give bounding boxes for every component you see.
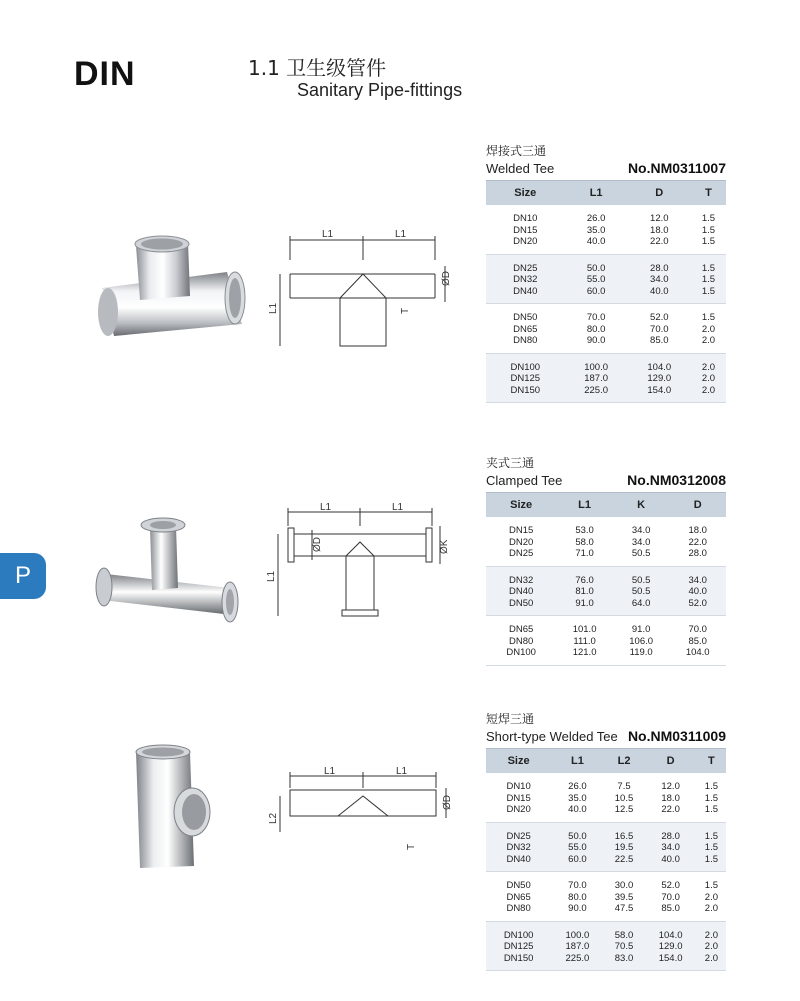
table-cell: 34.0 — [644, 842, 696, 854]
table-cell: DN20 — [486, 804, 551, 822]
table-cell: 70.0 — [688, 624, 707, 635]
short-welded-tee-drawing — [268, 766, 458, 856]
table-row — [486, 921, 726, 941]
table-cell: 12.5 — [604, 804, 645, 822]
short-welded-tee-l1-right: L1 — [396, 766, 408, 777]
table-cell: 1.5 — [697, 804, 726, 822]
table-cell: 2.0 — [697, 903, 726, 921]
table-cell: 28.0 — [669, 548, 726, 566]
short-welded-tee-dia: ØD — [442, 795, 453, 810]
spec-short-welded-tee — [486, 710, 726, 971]
table-cell: 121.0 — [556, 647, 613, 665]
table-cell: 53.0 — [575, 525, 594, 536]
table-cell: 35.0 — [586, 224, 606, 236]
table-cell: 1.5 — [697, 822, 726, 842]
table-cell: 16.5 — [604, 822, 645, 842]
table-cell: 83.0 — [604, 953, 645, 971]
table-cell: 154.0 — [644, 953, 696, 971]
table-row — [486, 892, 726, 904]
table-cell: 64.0 — [613, 598, 670, 616]
product-name-cn: 夹式三通 — [486, 456, 535, 470]
table-header-row — [486, 493, 726, 518]
table-cell: 2.0 — [691, 385, 726, 403]
table-row — [486, 773, 726, 793]
table-cell: 34.0 — [631, 536, 651, 548]
table-cell: DN100 — [486, 921, 551, 941]
table-cell: 70.0 — [661, 891, 680, 903]
brand-title: DIN — [74, 55, 136, 93]
table-cell: 18.0 — [661, 792, 680, 804]
spec-table — [486, 748, 726, 971]
table-cell: 28.0 — [644, 822, 696, 842]
product-name-en: Clamped Tee — [486, 473, 563, 488]
section-title-en: Sanitary Pipe-fittings — [297, 80, 463, 100]
table-cell: DN15 — [513, 224, 538, 236]
table-cell: DN32 — [486, 274, 565, 286]
column-header: Size — [486, 493, 556, 518]
table-cell: 52.0 — [669, 598, 726, 616]
table-cell: DN25 — [486, 548, 556, 566]
table-cell: 1.5 — [691, 254, 726, 274]
table-row — [486, 854, 726, 872]
welded-tee-dia: ØD — [441, 271, 452, 286]
table-cell: 40.0 — [644, 854, 696, 872]
spec-clamped-tee — [486, 454, 726, 666]
table-cell: 30.0 — [614, 880, 634, 891]
welded-tee-drawing — [270, 226, 460, 356]
table-row — [486, 236, 726, 254]
product-model-no: No.NM0311009 — [627, 728, 726, 744]
table-row — [486, 353, 726, 373]
table-cell: 2.0 — [697, 921, 726, 941]
section-tab-p[interactable] — [0, 553, 46, 599]
clamped-tee-dia: ØD — [312, 537, 323, 552]
table-cell: DN80 — [509, 635, 534, 647]
table-row — [486, 586, 726, 598]
table-cell: 22.5 — [604, 854, 645, 872]
table-cell: 1.5 — [704, 781, 719, 792]
table-cell: DN20 — [486, 236, 565, 254]
table-row — [486, 225, 726, 237]
table-row — [486, 537, 726, 549]
table-cell: 1.5 — [701, 224, 716, 236]
table-cell: 90.0 — [551, 903, 603, 921]
table-cell: 1.5 — [691, 236, 726, 254]
spec-table — [486, 180, 726, 403]
table-cell: 18.0 — [650, 224, 669, 236]
table-cell: 70.0 — [568, 880, 587, 891]
table-cell: 34.0 — [628, 274, 691, 286]
table-cell: 154.0 — [628, 385, 691, 403]
table-cell: 104.0 — [669, 647, 726, 665]
table-cell: DN50 — [513, 312, 538, 323]
table-cell: 100.0 — [551, 921, 603, 941]
table-cell: DN50 — [486, 598, 556, 616]
table-cell: 91.0 — [556, 598, 613, 616]
table-cell: 35.0 — [568, 792, 587, 804]
table-cell: 2.0 — [697, 953, 726, 971]
table-row — [486, 385, 726, 403]
table-row — [486, 804, 726, 822]
column-header: T — [691, 181, 726, 206]
table-row — [486, 254, 726, 274]
table-row — [486, 286, 726, 304]
welded-tee-thk: T — [400, 307, 411, 314]
table-cell: 50.5 — [613, 548, 670, 566]
table-cell: 50.0 — [565, 254, 628, 274]
welded-tee-l1-right: L1 — [395, 229, 407, 240]
table-row — [486, 953, 726, 971]
table-cell: 76.0 — [556, 566, 613, 586]
table-cell: 71.0 — [556, 548, 613, 566]
table-row — [486, 274, 726, 286]
table-cell: DN32 — [486, 566, 556, 586]
table-cell: 39.5 — [614, 891, 634, 903]
table-cell: 1.5 — [704, 792, 719, 804]
table-cell: 28.0 — [628, 254, 691, 274]
column-header: T — [697, 749, 726, 774]
table-cell: 7.5 — [617, 781, 631, 792]
table-cell: DN125 — [486, 941, 551, 953]
table-cell: 70.0 — [650, 323, 669, 335]
table-cell: 104.0 — [628, 353, 691, 373]
clamped-tee-k: ØK — [439, 539, 450, 554]
table-cell: 111.0 — [573, 635, 596, 647]
table-cell: DN10 — [506, 781, 531, 792]
table-cell: DN125 — [486, 373, 565, 385]
table-row — [486, 548, 726, 566]
table-cell: DN150 — [486, 953, 551, 971]
column-header: Size — [486, 181, 565, 206]
column-header: L1 — [565, 181, 628, 206]
welded-tee-height: L1 — [268, 302, 279, 314]
table-cell: DN80 — [486, 903, 551, 921]
table-cell: 10.5 — [614, 792, 634, 804]
table-cell: 1.5 — [704, 880, 719, 891]
table-cell: 40.0 — [551, 804, 603, 822]
table-cell: DN15 — [506, 792, 531, 804]
table-cell: 26.0 — [568, 781, 587, 792]
table-cell: 101.0 — [572, 624, 597, 635]
table-cell: 1.5 — [697, 854, 726, 872]
table-cell: 80.0 — [568, 891, 587, 903]
table-row — [486, 205, 726, 225]
table-cell: 225.0 — [551, 953, 603, 971]
table-cell: 2.0 — [697, 941, 726, 953]
clamped-tee-height: L1 — [266, 570, 277, 582]
table-cell: 1.5 — [691, 286, 726, 304]
table-cell: DN32 — [486, 842, 551, 854]
table-cell: 100.0 — [565, 353, 628, 373]
table-row — [486, 373, 726, 385]
table-cell: 58.0 — [575, 536, 594, 548]
table-cell: 106.0 — [629, 635, 654, 647]
table-row — [486, 636, 726, 648]
table-cell: 1.5 — [701, 213, 716, 224]
table-cell: 1.5 — [701, 312, 716, 323]
table-cell: 187.0 — [565, 373, 628, 385]
section-tab-label: P — [14, 562, 31, 589]
table-cell: 2.0 — [691, 335, 726, 353]
column-header: K — [613, 493, 670, 518]
table-cell: 40.0 — [669, 586, 726, 598]
table-cell: DN100 — [486, 353, 565, 373]
table-cell: 1.5 — [691, 274, 726, 286]
welded-tee-l1-left: L1 — [322, 229, 334, 240]
table-cell: DN65 — [509, 624, 534, 635]
table-cell: 85.0 — [688, 635, 707, 647]
table-cell: 55.0 — [551, 842, 603, 854]
product-model-no: No.NM0312008 — [627, 472, 726, 488]
column-header: D — [644, 749, 696, 774]
table-cell: 34.0 — [631, 525, 651, 536]
table-cell: 12.0 — [650, 213, 669, 224]
short-welded-tee-l2: L2 — [268, 812, 279, 824]
table-cell: DN40 — [486, 286, 565, 304]
table-row — [486, 842, 726, 854]
column-header: L1 — [556, 493, 613, 518]
product-model-no: No.NM0311007 — [627, 160, 726, 176]
table-cell: DN10 — [513, 213, 538, 224]
table-cell: 2.0 — [691, 353, 726, 373]
table-cell: DN150 — [486, 385, 565, 403]
table-cell: 40.0 — [628, 286, 691, 304]
table-cell: 50.0 — [551, 822, 603, 842]
short-welded-tee-thk: T — [406, 843, 417, 850]
column-header: L2 — [604, 749, 645, 774]
table-cell: 187.0 — [551, 941, 603, 953]
table-cell: DN40 — [486, 854, 551, 872]
table-cell: DN15 — [509, 525, 534, 536]
table-cell: 12.0 — [661, 781, 680, 792]
table-cell: DN100 — [486, 647, 556, 665]
table-cell: 119.0 — [613, 647, 670, 665]
clamped-tee-photo — [92, 514, 252, 626]
table-cell: 22.0 — [644, 804, 696, 822]
table-header-row — [486, 749, 726, 774]
table-cell: 22.0 — [628, 236, 691, 254]
column-header: L1 — [551, 749, 603, 774]
table-cell: 19.5 — [604, 842, 645, 854]
table-cell: 2.0 — [704, 891, 719, 903]
table-cell: DN20 — [509, 536, 534, 548]
welded-tee-photo — [92, 232, 252, 344]
table-cell: 70.0 — [586, 312, 606, 323]
table-cell: 52.0 — [650, 312, 669, 323]
table-row — [486, 566, 726, 586]
table-cell: 60.0 — [565, 286, 628, 304]
table-cell: 1.5 — [697, 842, 726, 854]
table-cell: DN40 — [486, 586, 556, 598]
product-name-en: Short-type Welded Tee — [486, 729, 618, 744]
short-welded-tee-l1-left: L1 — [324, 766, 336, 777]
table-cell: DN25 — [486, 254, 565, 274]
table-cell: 2.0 — [691, 373, 726, 385]
table-cell: DN25 — [486, 822, 551, 842]
table-row — [486, 822, 726, 842]
column-header: D — [628, 181, 691, 206]
clamped-tee-drawing — [266, 502, 460, 624]
spec-table — [486, 492, 726, 666]
table-cell: 60.0 — [551, 854, 603, 872]
column-header: Size — [486, 749, 551, 774]
spec-welded-tee — [486, 142, 726, 403]
table-header-row — [486, 181, 726, 206]
table-cell: 80.0 — [586, 323, 606, 335]
table-row — [486, 616, 726, 636]
table-row — [486, 517, 726, 537]
table-cell: 22.0 — [688, 536, 707, 548]
product-name-cn: 短焊三通 — [486, 712, 535, 726]
product-name-cn: 焊接式三通 — [486, 144, 547, 158]
table-cell: DN65 — [506, 891, 531, 903]
section-title-cn: 1.1 卫生级管件 — [248, 56, 387, 80]
table-cell: 129.0 — [644, 941, 696, 953]
table-row — [486, 335, 726, 353]
table-row — [486, 304, 726, 324]
product-name-en: Welded Tee — [486, 161, 555, 176]
table-cell: DN65 — [513, 323, 538, 335]
table-cell: 85.0 — [644, 903, 696, 921]
clamped-tee-l1-right: L1 — [392, 502, 404, 513]
table-cell: 40.0 — [565, 236, 628, 254]
table-cell: 81.0 — [556, 586, 613, 598]
clamped-tee-l1-left: L1 — [320, 502, 332, 513]
table-row — [486, 941, 726, 953]
table-cell: 34.0 — [669, 566, 726, 586]
table-row — [486, 872, 726, 892]
column-header: D — [669, 493, 726, 518]
table-cell: 26.0 — [586, 213, 606, 224]
table-cell: 225.0 — [565, 385, 628, 403]
table-cell: 91.0 — [631, 624, 651, 635]
table-cell: 104.0 — [644, 921, 696, 941]
table-row — [486, 598, 726, 616]
table-cell: 90.0 — [565, 335, 628, 353]
table-cell: 129.0 — [628, 373, 691, 385]
table-cell: 52.0 — [661, 880, 680, 891]
table-cell: 47.5 — [604, 903, 645, 921]
table-cell: 50.5 — [613, 566, 670, 586]
table-cell: 55.0 — [565, 274, 628, 286]
table-cell: 50.5 — [613, 586, 670, 598]
table-cell: DN80 — [486, 335, 565, 353]
table-row — [486, 903, 726, 921]
table-cell: DN50 — [506, 880, 531, 891]
table-cell: 58.0 — [604, 921, 645, 941]
short-welded-tee-photo — [130, 740, 220, 875]
table-row — [486, 324, 726, 336]
table-cell: 85.0 — [628, 335, 691, 353]
table-cell: 2.0 — [701, 323, 716, 335]
table-cell: 18.0 — [688, 525, 707, 536]
table-row — [486, 647, 726, 665]
table-cell: 70.5 — [604, 941, 645, 953]
table-row — [486, 793, 726, 805]
